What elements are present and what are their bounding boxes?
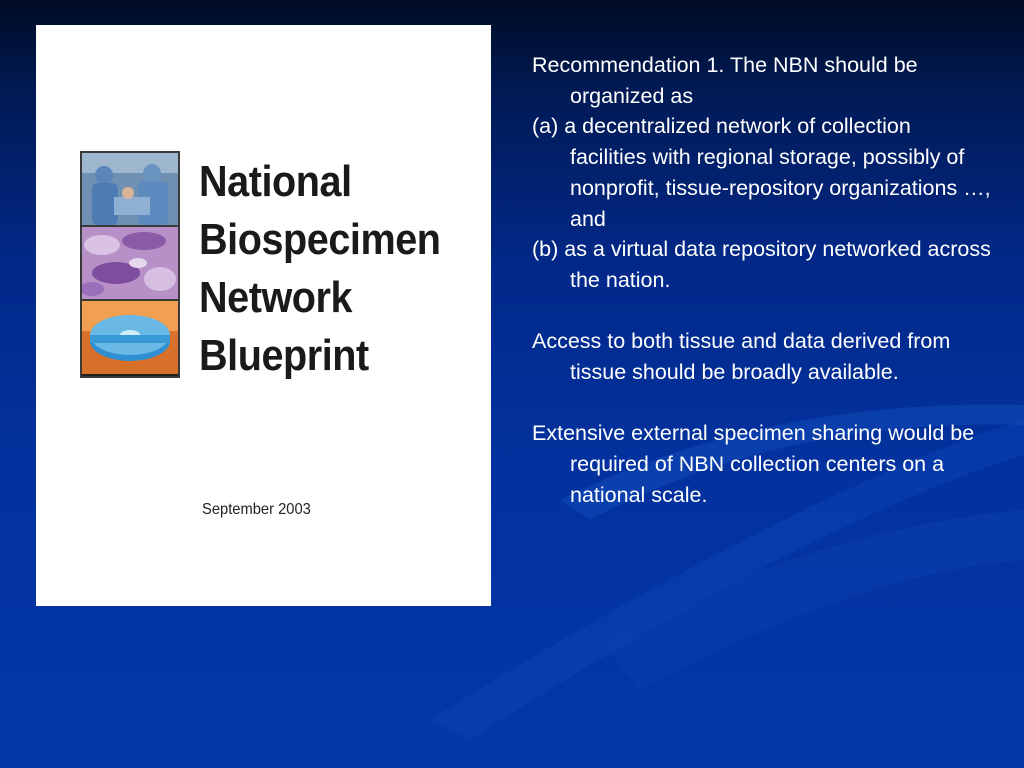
- cover-photo-strip: [80, 151, 180, 378]
- report-cover: [36, 25, 491, 606]
- paragraph-spacer: [532, 388, 992, 419]
- tissue-histology-photo: [82, 227, 178, 301]
- cd-stack-photo: [82, 301, 178, 376]
- cover-title-line-3: Network: [199, 273, 353, 322]
- sharing-paragraph: Extensive external specimen sharing would be required of NBN collection centers on a national scale.: [532, 421, 975, 507]
- cover-date: September 2003: [202, 501, 311, 518]
- cover-title-line-4: Blueprint: [199, 331, 369, 380]
- recommendation-item-b: (b) as a virtual data repository networked across the nation.: [532, 237, 991, 292]
- cover-title-line-2: Biospecimen: [199, 215, 441, 264]
- recommendation-heading: Recommendation 1. The NBN should be organized as: [532, 53, 918, 108]
- surgery-photo: [82, 153, 178, 227]
- recommendation-item-a: (a) a decentralized network of collection facilities with regional storage, possibly of nonprofit, tissue-repository organizations …, and: [532, 114, 991, 231]
- cover-title-line-1: National: [199, 157, 352, 206]
- access-paragraph: Access to both tissue and data derived from tissue should be broadly available.: [532, 329, 951, 385]
- paragraph-spacer: [532, 296, 992, 327]
- slide-text: [532, 50, 992, 511]
- cover-title: [199, 153, 441, 385]
